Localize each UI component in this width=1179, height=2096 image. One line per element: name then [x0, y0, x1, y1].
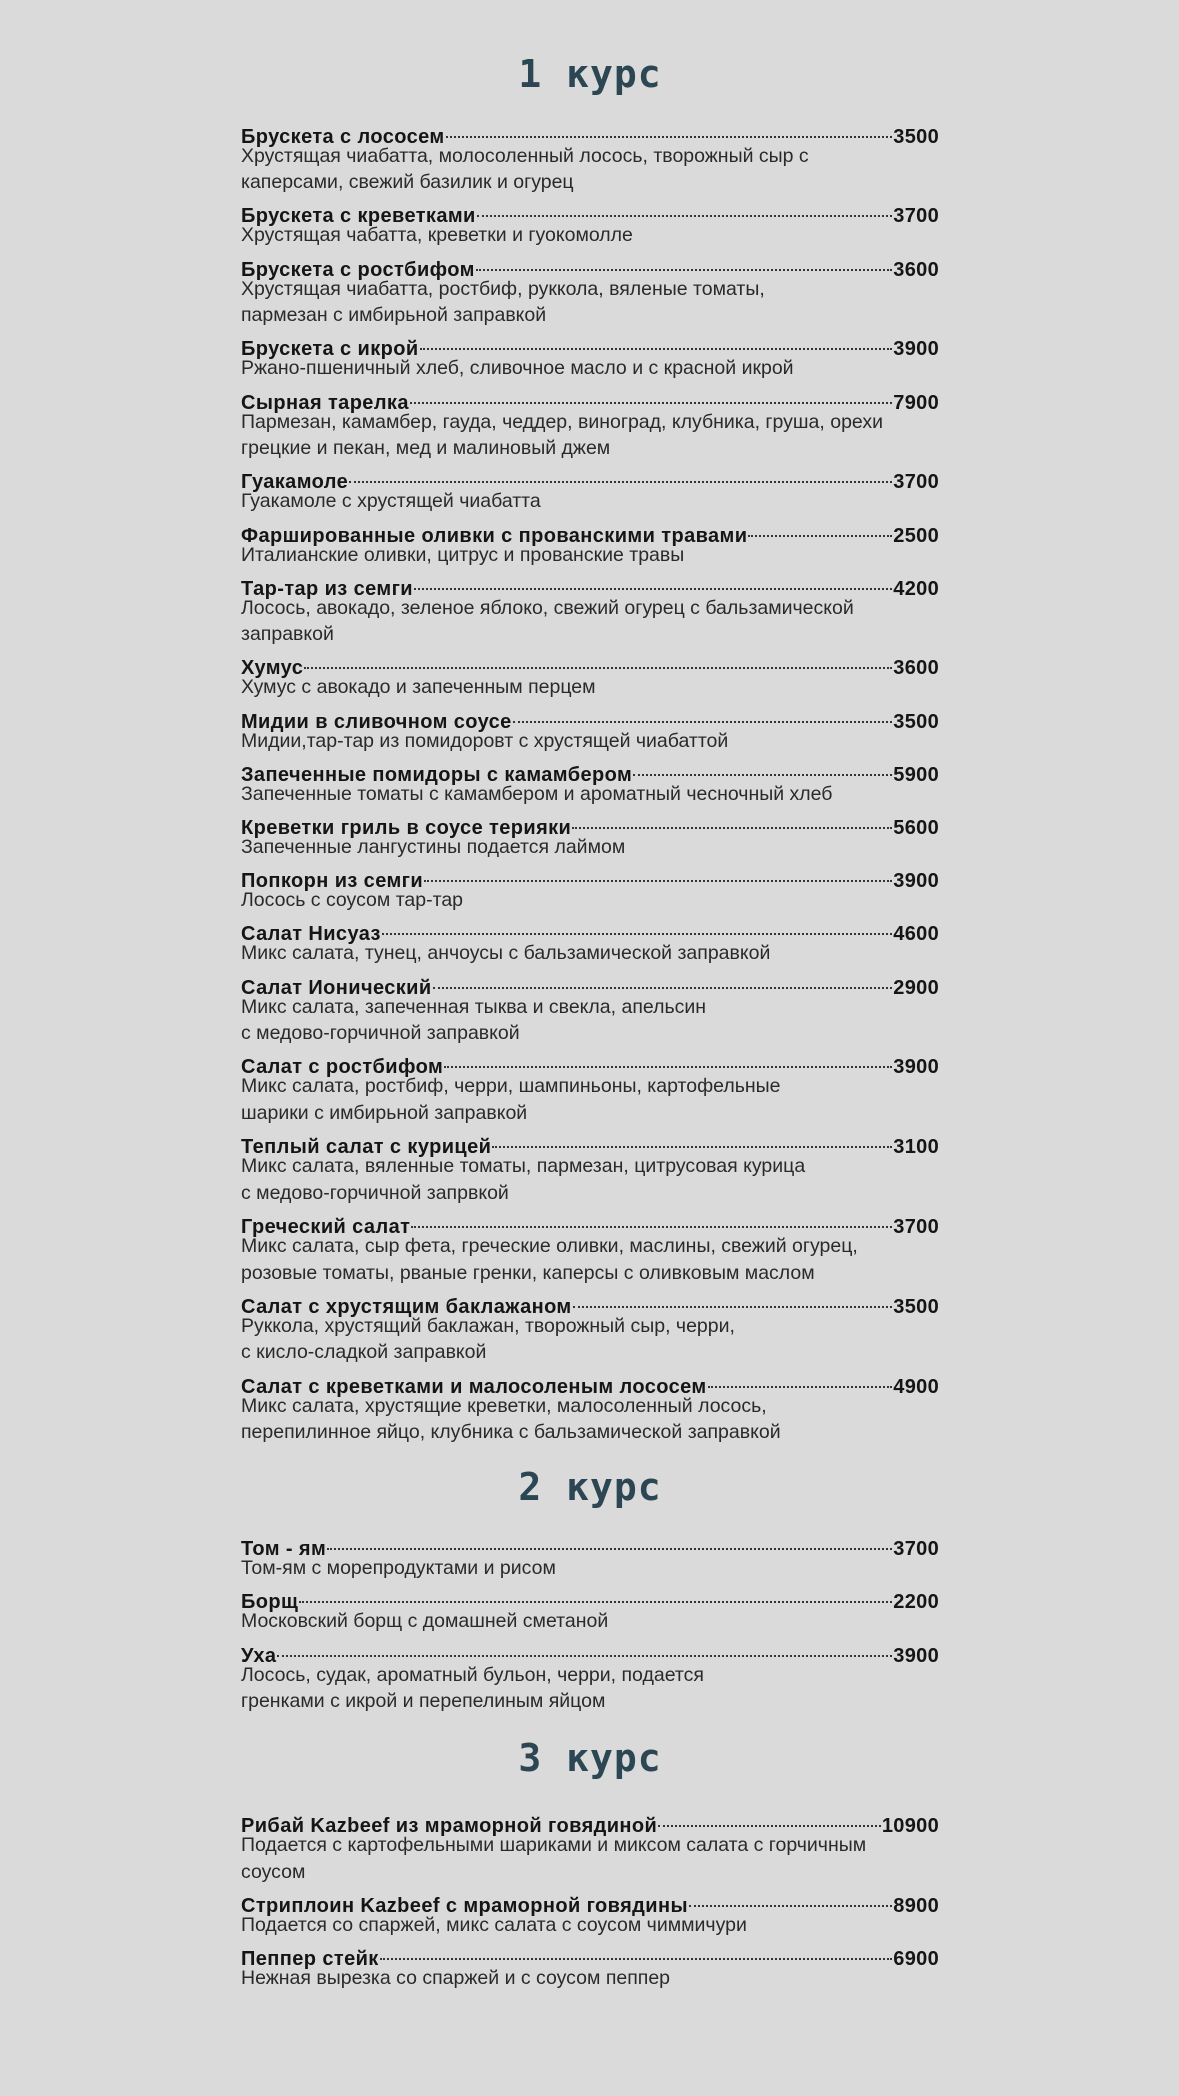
- description-line: розовые томаты, рваные гренки, каперсы с оливковым маслом: [241, 1261, 815, 1284]
- menu-item-header: [241, 1529, 939, 1561]
- menu-item-header: [241, 1806, 939, 1838]
- menu-item-header: [241, 1127, 939, 1159]
- dish-description: [241, 674, 939, 701]
- description-line: каперсами, свежий базилик и огурец: [241, 171, 574, 194]
- description-line: Подается со спаржей, микс салата с соусом чиммичури: [241, 1914, 747, 1937]
- dish-name: Брускета с ростбифом: [241, 258, 475, 281]
- dish-description: [241, 488, 939, 515]
- section-title: 1 курс: [518, 52, 662, 96]
- dish-description: [241, 781, 939, 808]
- dish-price: 5900: [893, 763, 939, 786]
- description-line: Микс салата, запеченная тыква и свекла, апельсин: [241, 995, 707, 1018]
- dish-description: [241, 409, 939, 462]
- description-line: Ржано-пшеничный хлеб, сливочное масло и с красной икрой: [241, 357, 794, 380]
- description-line: Лосось, судак, ароматный бульон, черри, подается: [241, 1663, 704, 1686]
- dish-name: Салат Нисуаз: [241, 923, 381, 946]
- dot-leader: [303, 648, 893, 675]
- dish-price: 10900: [881, 1815, 939, 1838]
- menu-section-1: [241, 48, 939, 1446]
- description-line: грецкие и пекан, мед и малиновый джем: [241, 437, 611, 460]
- dish-description: [241, 222, 939, 249]
- dish-name: Гуакамоле: [241, 471, 349, 494]
- dot-leader: [298, 1582, 893, 1609]
- menu-item-header: [241, 1047, 939, 1079]
- description-line: Нежная вырезка со спаржей и с соусом пеппер: [241, 1967, 671, 1990]
- dot-leader: [632, 754, 893, 781]
- menu-item: [241, 196, 939, 249]
- dish-description: [241, 355, 939, 382]
- dish-name: Сырная тарелка: [241, 391, 409, 414]
- menu-item-header: [241, 807, 939, 840]
- dot-leader: [326, 1529, 893, 1556]
- dish-description: [241, 940, 939, 967]
- description-line: шарики с имбирьной заправкой: [241, 1101, 528, 1124]
- description-line: заправкой: [241, 623, 334, 646]
- description-line: перепилинное яйцо, клубника с бальзамической заправкой: [241, 1421, 781, 1444]
- menu-list: [241, 48, 939, 1992]
- menu-item: [241, 329, 939, 382]
- dish-price: 3700: [893, 471, 939, 494]
- description-line: Хрустящая чабатта, креветки и гуокомолле: [241, 224, 633, 247]
- dish-name: Салат Ионический: [241, 976, 432, 999]
- dish-price: 2900: [893, 976, 939, 999]
- menu-section-3: [241, 1732, 939, 1992]
- dish-price: 3500: [893, 710, 939, 733]
- menu-item: [241, 648, 939, 701]
- dot-leader: [413, 568, 893, 595]
- dish-name: Уха: [241, 1644, 277, 1667]
- dot-leader: [379, 1939, 894, 1966]
- description-line: Микс салата, вяленные томаты, пармезан, цитрусовая курица: [241, 1155, 806, 1178]
- dish-price: 3900: [893, 870, 939, 893]
- description-line: Хумус с авокадо и запеченным перцем: [241, 676, 596, 699]
- menu-item-header: [241, 329, 939, 361]
- description-line: Гуакамоле с хрустящей чиабатта: [241, 490, 541, 513]
- description-line: Запеченные томаты с камамбером и ароматный чесночный хлеб: [241, 782, 833, 805]
- description-line: Хрустящая чиабатта, ростбиф, руккола, вяленые томаты,: [241, 277, 765, 300]
- dish-name: Креветки гриль в соусе терияки: [241, 817, 572, 840]
- dish-price: 2500: [893, 524, 939, 547]
- dish-name: Греческий салат: [241, 1215, 411, 1238]
- menu-item: [241, 1366, 939, 1446]
- dot-leader: [491, 1127, 893, 1154]
- dish-price: 3500: [893, 1295, 939, 1318]
- description-line: Мидии,тар-тар из помидоровт с хрустящей чиабаттой: [241, 729, 729, 752]
- dish-description: [241, 1662, 939, 1715]
- dish-price: 4600: [893, 923, 939, 946]
- dish-price: 3500: [893, 125, 939, 148]
- dish-name: Салат с хрустящим баклажаном: [241, 1295, 572, 1318]
- menu-item: [241, 1939, 939, 1992]
- dish-description: [241, 834, 939, 861]
- dish-description: [241, 1965, 939, 1992]
- dot-leader: [348, 462, 893, 489]
- dish-description: [241, 595, 939, 648]
- menu-item: [241, 861, 939, 914]
- dish-description: [241, 728, 939, 755]
- description-line: Московский борщ с домашней сметаной: [241, 1610, 609, 1633]
- menu-item: [241, 1582, 939, 1635]
- dot-leader: [445, 116, 894, 143]
- description-line: Микс салата, ростбиф, черри, шампиньоны, картофельные: [241, 1075, 781, 1098]
- dish-description: [241, 887, 939, 914]
- dish-price: 3700: [893, 205, 939, 228]
- dish-price: 3900: [893, 1056, 939, 1079]
- menu-item: [241, 1635, 939, 1715]
- menu-item-header: [241, 116, 939, 148]
- dish-price: 8900: [893, 1895, 939, 1918]
- dot-leader: [475, 249, 893, 276]
- description-line: с медово-горчичной запрвкой: [241, 1181, 509, 1204]
- dot-leader: [572, 1286, 894, 1313]
- menu-item-header: [241, 1886, 939, 1918]
- dish-description: [241, 542, 939, 569]
- dot-leader: [747, 515, 893, 542]
- dot-leader: [707, 1366, 894, 1393]
- dish-description: [241, 994, 939, 1047]
- menu-item-header: [241, 914, 939, 946]
- description-line: с медово-горчичной заправкой: [241, 1022, 520, 1045]
- menu-item-header: [241, 382, 939, 414]
- dish-name: Борщ: [241, 1591, 299, 1614]
- description-line: Хрустящая чиабатта, молосоленный лосось, творожный сыр с: [241, 144, 809, 167]
- dish-name: Брускета с икрой: [241, 338, 419, 361]
- menu-item: [241, 462, 939, 515]
- menu-item: [241, 701, 939, 754]
- menu-item: [241, 967, 939, 1047]
- menu-item-header: [241, 249, 939, 281]
- dish-name: Тар-тар из семги: [241, 577, 414, 600]
- dish-price: 3900: [893, 338, 939, 361]
- menu-item: [241, 914, 939, 967]
- menu-item: [241, 116, 939, 196]
- menu-item-header: [241, 1939, 939, 1971]
- dish-name: Хумус: [241, 657, 304, 680]
- dish-description: [241, 1608, 939, 1635]
- menu-item: [241, 807, 939, 860]
- dot-leader: [657, 1806, 882, 1833]
- dish-description: [241, 1233, 939, 1286]
- dot-leader: [276, 1635, 893, 1662]
- dish-description: [241, 1393, 939, 1446]
- dish-price: 2200: [893, 1591, 939, 1614]
- dot-leader: [512, 701, 894, 728]
- dish-price: 3900: [893, 1644, 939, 1667]
- dish-description: [241, 143, 939, 196]
- dish-price: 6900: [893, 1948, 939, 1971]
- menu-item-header: [241, 967, 939, 999]
- dot-leader: [410, 1206, 893, 1233]
- description-line: Пармезан, камамбер, гауда, чеддер, виноград, клубника, груша, орехи: [241, 410, 883, 433]
- dish-description: [241, 1313, 939, 1366]
- menu-item: [241, 249, 939, 329]
- dish-price: 3600: [893, 258, 939, 281]
- dish-name: Салат с ростбифом: [241, 1056, 444, 1079]
- dish-name: Брускета с креветками: [241, 205, 476, 228]
- menu-item: [241, 515, 939, 568]
- dish-name: Брускета с лососем: [241, 125, 445, 148]
- dot-leader: [571, 807, 893, 834]
- description-line: с кисло-сладкой заправкой: [241, 1341, 487, 1364]
- description-line: соусом: [241, 1861, 306, 1884]
- dish-name: Мидии в сливочном соусе: [241, 710, 512, 733]
- menu-item-header: [241, 1286, 939, 1318]
- dish-description: [241, 1073, 939, 1126]
- dish-price: 5600: [893, 817, 939, 840]
- dot-leader: [443, 1047, 893, 1074]
- dot-leader: [423, 861, 893, 888]
- menu-item: [241, 568, 939, 648]
- dish-name: Салат с креветками и малосоленым лососем: [241, 1375, 707, 1398]
- menu-item-header: [241, 568, 939, 600]
- dot-leader: [432, 967, 894, 994]
- menu-item: [241, 1047, 939, 1127]
- dish-name: Пеппер стейк: [241, 1948, 379, 1971]
- description-line: Запеченные лангустины подается лаймом: [241, 836, 626, 859]
- menu-item: [241, 1206, 939, 1286]
- dish-price: 3600: [893, 657, 939, 680]
- menu-item-header: [241, 648, 939, 680]
- description-line: Лосось, авокадо, зеленое яблоко, свежий огурец с бальзамической: [241, 596, 854, 619]
- dish-description: [241, 1912, 939, 1939]
- dish-description: [241, 276, 939, 329]
- dish-price: 3700: [893, 1538, 939, 1561]
- dish-name: Рибай Kazbeef из мраморной говядиной: [241, 1815, 658, 1838]
- menu-item: [241, 382, 939, 462]
- menu-item: [241, 1127, 939, 1207]
- section-title: 3 курс: [518, 1735, 662, 1780]
- dish-price: 4900: [893, 1375, 939, 1398]
- dish-description: [241, 1832, 939, 1885]
- menu-item-header: [241, 515, 939, 547]
- description-line: Руккола, хрустящий баклажан, творожный сыр, черри,: [241, 1314, 735, 1337]
- dish-name: Стриплоин Kazbeef с мраморной говядины: [241, 1895, 688, 1918]
- description-line: Том-ям с морепродуктами и рисом: [241, 1557, 556, 1580]
- menu-item-header: [241, 196, 939, 228]
- description-line: Лосось с соусом тар-тар: [241, 889, 464, 912]
- dish-price: 7900: [893, 391, 939, 414]
- dot-leader: [381, 914, 893, 941]
- menu-item-header: [241, 861, 939, 893]
- dish-description: [241, 1153, 939, 1206]
- dish-name: Фаршированные оливки с прованскими травами: [241, 524, 748, 547]
- menu-item-header: [241, 754, 939, 786]
- menu-item-header: [241, 701, 939, 733]
- description-line: Италианские оливки, цитрус и прованские травы: [241, 543, 685, 566]
- description-line: Микс салата, тунец, анчоусы с бальзамической заправкой: [241, 942, 771, 965]
- dish-name: Запеченные помидоры с камамбером: [241, 763, 633, 786]
- menu-item-header: [241, 1635, 939, 1667]
- menu-section-2: [241, 1461, 939, 1715]
- dish-price: 3100: [893, 1136, 939, 1159]
- dot-leader: [688, 1886, 893, 1913]
- menu-item-header: [241, 462, 939, 494]
- dish-description: [241, 1555, 939, 1582]
- description-line: гренками с икрой и перепелиным яйцом: [241, 1690, 606, 1713]
- menu-item: [241, 1286, 939, 1366]
- menu-item-header: [241, 1206, 939, 1238]
- dish-price: 3700: [893, 1215, 939, 1238]
- dot-leader: [409, 382, 893, 409]
- description-line: Микс салата, хрустящие креветки, малосоленный лосось,: [241, 1394, 767, 1417]
- description-line: пармезан с имбирьной заправкой: [241, 304, 547, 327]
- dot-leader: [476, 196, 894, 223]
- dish-name: Теплый салат с курицей: [241, 1136, 492, 1159]
- menu-item: [241, 1529, 939, 1582]
- menu-item: [241, 1806, 939, 1886]
- section-title: 2 курс: [518, 1464, 662, 1509]
- dish-name: Том - ям: [241, 1538, 327, 1561]
- description-line: Подается с картофельными шариками и миксом салата с горчичным: [241, 1834, 867, 1857]
- menu-item: [241, 754, 939, 807]
- dish-price: 4200: [893, 577, 939, 600]
- dish-name: Попкорн из семги: [241, 870, 424, 893]
- menu-item-header: [241, 1582, 939, 1614]
- dot-leader: [419, 329, 894, 356]
- menu-item: [241, 1886, 939, 1939]
- menu-item-header: [241, 1366, 939, 1398]
- description-line: Микс салата, сыр фета, греческие оливки, маслины, свежий огурец,: [241, 1234, 858, 1257]
